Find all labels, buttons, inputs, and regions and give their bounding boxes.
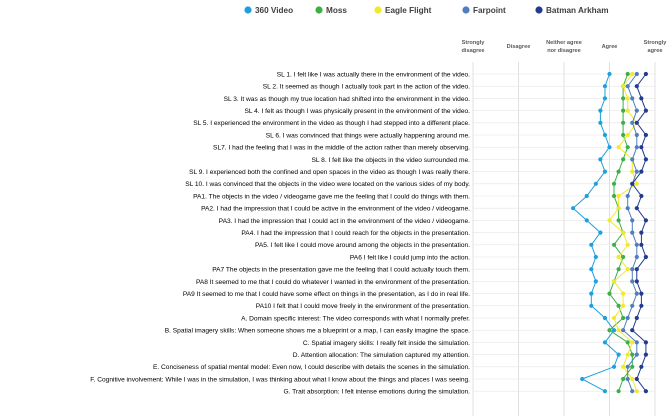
row-label: PA1. The objects in the video / videogame gave me the feeling that I could do things with them.	[193, 193, 470, 201]
data-point-360-video	[607, 72, 611, 76]
legend-marker-moss	[315, 6, 322, 13]
data-point-360-video	[603, 170, 607, 174]
data-point-farpoint	[635, 72, 639, 76]
row-label: C. Spatial imagery skills: I really felt inside the simulation.	[302, 339, 470, 347]
data-point-360-video	[617, 353, 621, 357]
data-point-moss	[626, 145, 630, 149]
data-point-moss	[621, 377, 625, 381]
scale-label-5-line-1: Strongly	[643, 40, 667, 46]
scale-labels	[461, 40, 667, 54]
data-point-farpoint	[630, 231, 634, 235]
row-label: SL7. I had the feeling that I was in the middle of the action rather than merely observing.	[213, 144, 470, 152]
data-point-360-video	[589, 304, 593, 308]
data-point-eagle-flight	[630, 170, 634, 174]
row-label: PA10 I felt that I could move freely in the environment of the presentation.	[255, 303, 470, 311]
row-label: PA4. I had the impression that I could reach for the objects in the presentation.	[241, 230, 470, 237]
scale-label-1-line-1: Strongly	[461, 40, 485, 46]
data-point-eagle-flight	[617, 194, 621, 198]
data-point-360-video	[603, 340, 607, 344]
data-point-farpoint	[635, 292, 639, 296]
data-point-360-video	[589, 267, 593, 271]
data-point-360-video	[594, 279, 598, 283]
legend	[244, 6, 608, 15]
data-point-360-video	[598, 109, 602, 113]
data-point-batman-arkham	[644, 157, 648, 161]
grid	[473, 62, 655, 416]
data-point-360-video	[598, 121, 602, 125]
legend-label-moss: Moss	[326, 6, 347, 15]
data-point-360-video	[589, 243, 593, 247]
row-label: B. Spatial imagery skills: When someone shows me a blueprint or a map, I can easily imagine the space.	[164, 327, 470, 335]
data-point-moss	[612, 182, 616, 186]
data-point-eagle-flight	[626, 109, 630, 113]
legend-marker-eagle-flight	[374, 6, 381, 13]
data-point-moss	[617, 389, 621, 393]
legend-label-eagle-flight: Eagle Flight	[385, 6, 432, 15]
data-point-360-video	[585, 218, 589, 222]
data-point-batman-arkham	[639, 304, 643, 308]
data-point-batman-arkham	[644, 255, 648, 259]
data-point-eagle-flight	[626, 267, 630, 271]
data-point-moss	[621, 109, 625, 113]
scale-label-5-line-2: agree	[647, 48, 663, 54]
data-point-batman-arkham	[635, 206, 639, 210]
data-point-360-video	[594, 255, 598, 259]
row-label: E. Conciseness of spatial mental model: Even now, I could describe with details the scenes in the simulation.	[152, 364, 470, 372]
row-label: SL 9. I experienced both the confined and open spaces in the video as though I was really there.	[189, 169, 470, 176]
data-point-batman-arkham	[644, 72, 648, 76]
data-point-eagle-flight	[607, 218, 611, 222]
data-point-batman-arkham	[630, 328, 634, 332]
data-point-farpoint	[630, 389, 634, 393]
data-point-eagle-flight	[630, 377, 634, 381]
data-point-farpoint	[630, 121, 634, 125]
data-point-batman-arkham	[639, 243, 643, 247]
data-point-moss	[621, 133, 625, 137]
data-point-360-video	[607, 145, 611, 149]
data-point-batman-arkham	[639, 365, 643, 369]
data-point-batman-arkham	[639, 145, 643, 149]
data-point-farpoint	[635, 340, 639, 344]
data-point-eagle-flight	[626, 133, 630, 137]
row-label: PA5. I felt like I could move around among the objects in the presentation.	[254, 242, 470, 250]
row-label: F. Cognitive involvement: While I was in the simulation, I was thinking about what I know about the things and places I was seeing.	[90, 376, 470, 384]
row-label: SL 5. I experienced the environment in the video as though I had stepped into a different place.	[193, 120, 470, 128]
row-label: SL 1. I felt like I was actually there in the environment of the video.	[276, 71, 470, 79]
scale-label-4: Agree	[601, 44, 618, 50]
data-point-eagle-flight	[617, 328, 621, 332]
legend-marker-farpoint	[462, 6, 469, 13]
data-point-eagle-flight	[630, 72, 634, 76]
data-point-farpoint	[626, 316, 630, 320]
data-point-batman-arkham	[644, 353, 648, 357]
scale-label-2: Disagree	[506, 44, 531, 50]
legend-marker-360-video	[244, 6, 251, 13]
data-point-360-video	[603, 133, 607, 137]
row-label: SL 8. I felt like the objects in the video surrounded me.	[311, 156, 470, 164]
row-label: PA2. I had the impression that I could be active in the environment of the video / videogame.	[201, 205, 470, 213]
data-point-360-video	[612, 328, 616, 332]
data-point-batman-arkham	[635, 267, 639, 271]
data-point-farpoint	[635, 255, 639, 259]
data-point-batman-arkham	[635, 279, 639, 283]
data-point-moss	[630, 365, 634, 369]
data-point-eagle-flight	[626, 353, 630, 357]
data-point-360-video	[585, 194, 589, 198]
row-label: D. Attention allocation: The simulation captured my attention.	[292, 352, 470, 359]
data-point-farpoint	[635, 133, 639, 137]
legend-label-farpoint: Farpoint	[473, 6, 506, 15]
data-point-farpoint	[626, 206, 630, 210]
data-point-batman-arkham	[635, 316, 639, 320]
row-label: PA8 It seemed to me that I could do whatever I wanted in the environment of the presentation.	[195, 278, 470, 286]
data-point-moss	[621, 96, 625, 100]
scale-label-1-line-2: disagree	[461, 48, 485, 54]
row-label: SL 3. It was as though my true location had shifted into the environment in the video.	[223, 95, 470, 103]
data-point-farpoint	[635, 353, 639, 357]
data-point-360-video	[598, 231, 602, 235]
data-point-farpoint	[630, 304, 634, 308]
data-point-moss	[607, 328, 611, 332]
data-point-farpoint	[635, 145, 639, 149]
data-point-eagle-flight	[621, 84, 625, 88]
data-point-farpoint	[630, 218, 634, 222]
data-point-farpoint	[626, 365, 630, 369]
data-point-eagle-flight	[635, 389, 639, 393]
data-point-360-video	[603, 84, 607, 88]
data-point-eagle-flight	[635, 182, 639, 186]
data-point-farpoint	[626, 194, 630, 198]
data-point-moss	[626, 340, 630, 344]
data-point-batman-arkham	[639, 96, 643, 100]
row-label: SL 6. I was convinced that things were actually happening around me.	[265, 132, 470, 140]
data-point-batman-arkham	[639, 170, 643, 174]
row-label: SL 2. It seemed as though I actually took part in the action of the video.	[262, 83, 470, 91]
data-point-moss	[617, 304, 621, 308]
data-point-batman-arkham	[635, 377, 639, 381]
data-point-moss	[621, 255, 625, 259]
data-point-moss	[607, 292, 611, 296]
legend-marker-batman-arkham	[535, 6, 542, 13]
row-label: PA7 The objects in the presentation gave me the feeling that I could actually touch them.	[212, 266, 470, 274]
data-point-batman-arkham	[639, 292, 643, 296]
data-point-moss	[626, 72, 630, 76]
data-point-farpoint	[626, 84, 630, 88]
data-point-farpoint	[635, 243, 639, 247]
data-point-farpoint	[630, 96, 634, 100]
row-label: PA6 I felt like I could jump into the action.	[349, 254, 470, 262]
data-point-360-video	[603, 389, 607, 393]
data-point-360-video	[603, 316, 607, 320]
data-point-moss	[612, 243, 616, 247]
row-label: A. Domain specific interest: The video corresponds with what I normally prefer.	[241, 315, 470, 323]
legend-label-360-video: 360 Video	[255, 6, 294, 15]
data-point-farpoint	[630, 157, 634, 161]
data-point-360-video	[571, 206, 575, 210]
data-point-360-video	[594, 182, 598, 186]
row-label: SL 10. I was convinced that the objects in the video were located on the various sides of my body.	[185, 181, 470, 189]
data-point-360-video	[612, 365, 616, 369]
data-point-eagle-flight	[617, 206, 621, 210]
data-point-batman-arkham	[635, 121, 639, 125]
data-point-moss	[621, 316, 625, 320]
data-point-farpoint	[635, 109, 639, 113]
data-point-eagle-flight	[621, 292, 625, 296]
data-point-eagle-flight	[617, 145, 621, 149]
data-point-batman-arkham	[644, 389, 648, 393]
data-point-360-video	[603, 96, 607, 100]
data-point-batman-arkham	[630, 182, 634, 186]
data-point-eagle-flight	[617, 255, 621, 259]
data-point-eagle-flight	[621, 304, 625, 308]
data-point-farpoint	[621, 328, 625, 332]
data-point-batman-arkham	[644, 109, 648, 113]
data-point-moss	[617, 218, 621, 222]
data-point-batman-arkham	[639, 194, 643, 198]
data-point-moss	[621, 121, 625, 125]
data-point-moss	[612, 194, 616, 198]
row-label: SL 4. I felt as though I was physically present in the environment of the video.	[244, 108, 470, 115]
data-point-eagle-flight	[612, 316, 616, 320]
row-label: PA9 It seemed to me that I could have some effect on things in the presentation, as I do in real life.	[182, 291, 470, 298]
data-point-moss	[630, 353, 634, 357]
data-point-batman-arkham	[635, 84, 639, 88]
legend-label-batman-arkham: Batman Arkham	[546, 6, 609, 15]
data-point-moss	[617, 170, 621, 174]
data-point-360-video	[598, 157, 602, 161]
data-point-eagle-flight	[626, 96, 630, 100]
data-point-eagle-flight	[626, 243, 630, 247]
data-point-farpoint	[630, 267, 634, 271]
data-point-batman-arkham	[644, 340, 648, 344]
data-point-farpoint	[635, 170, 639, 174]
row-label: G. Trait absorption: I felt intense emotions during the simulation.	[283, 388, 470, 396]
data-point-farpoint	[630, 279, 634, 283]
row-labels	[90, 71, 470, 395]
data-point-moss	[621, 157, 625, 161]
scale-label-3-line-2: nor disagree	[547, 48, 581, 54]
data-point-farpoint	[626, 377, 630, 381]
data-point-moss	[617, 267, 621, 271]
data-point-eagle-flight	[621, 231, 625, 235]
data-point-batman-arkham	[644, 133, 648, 137]
data-point-360-video	[589, 292, 593, 296]
data-point-batman-arkham	[644, 218, 648, 222]
data-point-eagle-flight	[621, 365, 625, 369]
data-point-360-video	[580, 377, 584, 381]
scale-label-3-line-1: Neither agree	[546, 40, 582, 46]
data-point-eagle-flight	[612, 279, 616, 283]
data-point-batman-arkham	[639, 231, 643, 235]
row-label: PA3. I had the impression that I could act in the environment of the video / videogame.	[218, 217, 470, 225]
data-point-eagle-flight	[630, 340, 634, 344]
